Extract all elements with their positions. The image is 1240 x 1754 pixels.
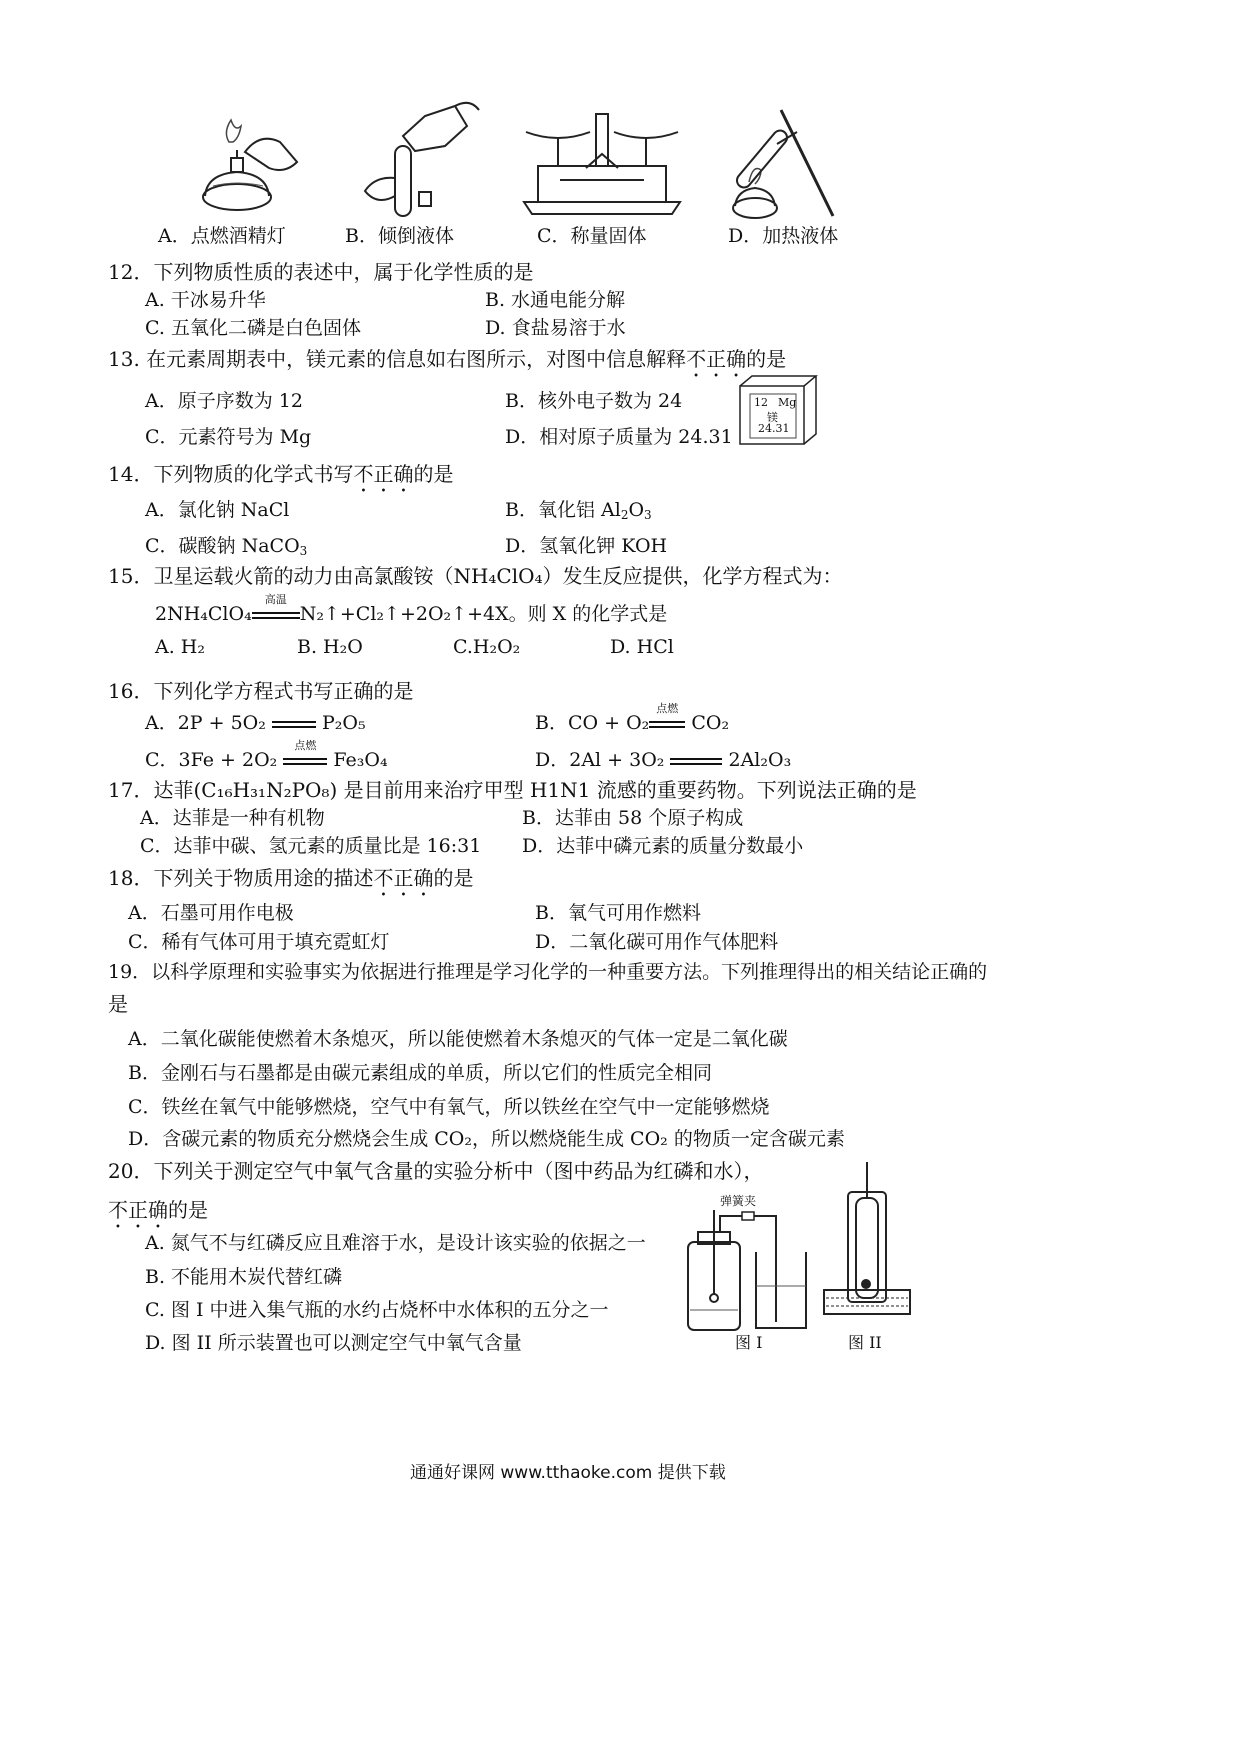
illustration-pouring-liquid <box>355 96 485 221</box>
q11-option-c: C．称量固体 <box>537 225 647 247</box>
q17-option-a: A．达菲是一种有机物 <box>140 807 325 829</box>
q20-option-d: D. 图 II 所示装置也可以测定空气中氧气含量 <box>145 1332 522 1354</box>
q11-option-d: D．加热液体 <box>728 225 839 247</box>
q17-option-d: D．达菲中磷元素的质量分数最小 <box>522 835 804 857</box>
q20-option-b: B. 不能用木炭代替红磷 <box>145 1266 343 1288</box>
q17-stem: 17．达菲(C₁₆H₃₁N₂PO₈) 是目前用来治疗甲型 H1N1 流感的重要药物。下列说法正确的是 <box>108 778 917 802</box>
q17-option-c: C．达菲中碳、氢元素的质量比是 16:31 <box>140 835 482 857</box>
q16-option-c: C．3Fe + 2O₂ 点燃 Fe₃O₄ <box>145 739 388 771</box>
q19-stem-line2: 是 <box>108 992 128 1016</box>
q20-option-c: C. 图 I 中进入集气瓶的水约占烧杯中水体积的五分之一 <box>145 1299 609 1321</box>
q13-option-b: B．核外电子数为 24 <box>505 390 683 412</box>
q11-option-b: B．倾倒液体 <box>345 225 454 247</box>
q11-option-a: A．点燃酒精灯 <box>158 225 286 247</box>
figure-two-apparatus <box>822 1160 912 1330</box>
q12-option-c: C. 五氧化二磷是白色固体 <box>145 317 361 339</box>
q18-option-d: D．二氧化碳可用作气体肥料 <box>535 931 779 953</box>
element-symbol: Mg <box>778 396 797 409</box>
q16-option-d: D．2Al + 3O₂ 2Al₂O₃ <box>535 749 792 771</box>
q15-option-a: A. H₂ <box>155 636 205 658</box>
element-number: 12 <box>754 396 768 409</box>
q20-stem-line2: 不正确的是 <box>108 1198 208 1222</box>
q16-stem: 16．下列化学方程式书写正确的是 <box>108 679 414 703</box>
q19-option-a: A．二氧化碳能使燃着木条熄灭，所以能使燃着木条熄灭的气体一定是二氧化碳 <box>128 1028 788 1050</box>
illustration-alcohol-lamp <box>185 112 315 217</box>
q17-option-b: B．达菲由 58 个原子构成 <box>522 807 744 829</box>
q12-stem: 12．下列物质性质的表述中，属于化学性质的是 <box>108 260 534 284</box>
q20-stem-line1: 20．下列关于测定空气中氧气含量的实验分析中（图中药品为红磷和水）， <box>108 1159 764 1183</box>
q12-option-d: D. 食盐易溶于水 <box>485 317 626 339</box>
q13-option-a: A．原子序数为 12 <box>145 390 303 412</box>
illustration-heating-liquid <box>725 104 845 224</box>
q15-option-d: D. HCl <box>610 636 674 658</box>
q14-option-a: A．氯化钠 NaCl <box>145 499 290 521</box>
q14-option-d: D．氢氧化钾 KOH <box>505 535 668 557</box>
footer-download-note: 通通好课网 www.tthaoke.com 提供下载 <box>410 1463 726 1483</box>
q20-option-a: A. 氮气不与红磷反应且难溶于水，是设计该实验的依据之一 <box>145 1232 646 1254</box>
q18-option-c: C．稀有气体可用于填充霓虹灯 <box>128 931 390 953</box>
figure-two-caption: 图 II <box>848 1333 882 1352</box>
q15-equation: 2NH₄ClO₄ 高温 N₂↑+Cl₂↑+2O₂↑+4X。则 X 的化学式是 <box>155 593 668 625</box>
q15-stem: 15．卫星运载火箭的动力由高氯酸铵（NH₄ClO₄）发生反应提供，化学方程式为： <box>108 564 843 588</box>
q15-option-c: C.H₂O₂ <box>453 636 521 658</box>
q16-option-a: A．2P + 5O₂ P₂O₅ <box>145 712 366 734</box>
q18-option-b: B．氧气可用作燃料 <box>535 902 701 924</box>
q13-option-c: C．元素符号为 Mg <box>145 426 312 448</box>
q15-option-b: B. H₂O <box>297 636 363 658</box>
q14-stem: 14．下列物质的化学式书写不正确的是 <box>108 462 454 486</box>
q19-option-d: D．含碳元素的物质充分燃烧会生成 CO₂，所以燃烧能生成 CO₂ 的物质一定含碳元素 <box>128 1128 845 1150</box>
illustration-balance-scale <box>520 108 685 218</box>
element-name: 镁 <box>767 411 778 424</box>
figure-one-caption: 图 I <box>735 1333 763 1352</box>
q13-option-d: D．相对原子质量为 24.31 <box>505 426 733 448</box>
q13-stem: 13. 在元素周期表中，镁元素的信息如右图所示，对图中信息解释不正确的是 <box>108 347 787 371</box>
element-mass: 24.31 <box>758 422 790 435</box>
q14-option-b: B．氧化铝 $Al_2O_3$ <box>505 499 652 522</box>
q19-stem-line1: 19．以科学原理和实验事实为依据进行推理是学习化学的一种重要方法。下列推理得出的相关结论正确的 <box>108 961 988 983</box>
q16-option-b: B．CO + O₂ 点燃 CO₂ <box>535 702 730 734</box>
q19-option-b: B．金刚石与石墨都是由碳元素组成的单质，所以它们的性质完全相同 <box>128 1062 712 1084</box>
spring-clip-label: 弹簧夹 <box>720 1194 757 1208</box>
q18-stem: 18．下列关于物质用途的描述不正确的是 <box>108 866 474 890</box>
q19-option-c: C．铁丝在氧气中能够燃烧，空气中有氧气，所以铁丝在空气中一定能够燃烧 <box>128 1096 770 1118</box>
q12-option-a: A. 干冰易升华 <box>145 289 266 311</box>
element-card-magnesium <box>738 374 818 446</box>
q18-option-a: A．石墨可用作电极 <box>128 902 294 924</box>
figure-one-apparatus <box>680 1190 820 1350</box>
q14-option-c: C．碳酸钠 NaCO$_3$ <box>145 535 308 558</box>
q12-option-b: B. 水通电能分解 <box>485 289 626 311</box>
